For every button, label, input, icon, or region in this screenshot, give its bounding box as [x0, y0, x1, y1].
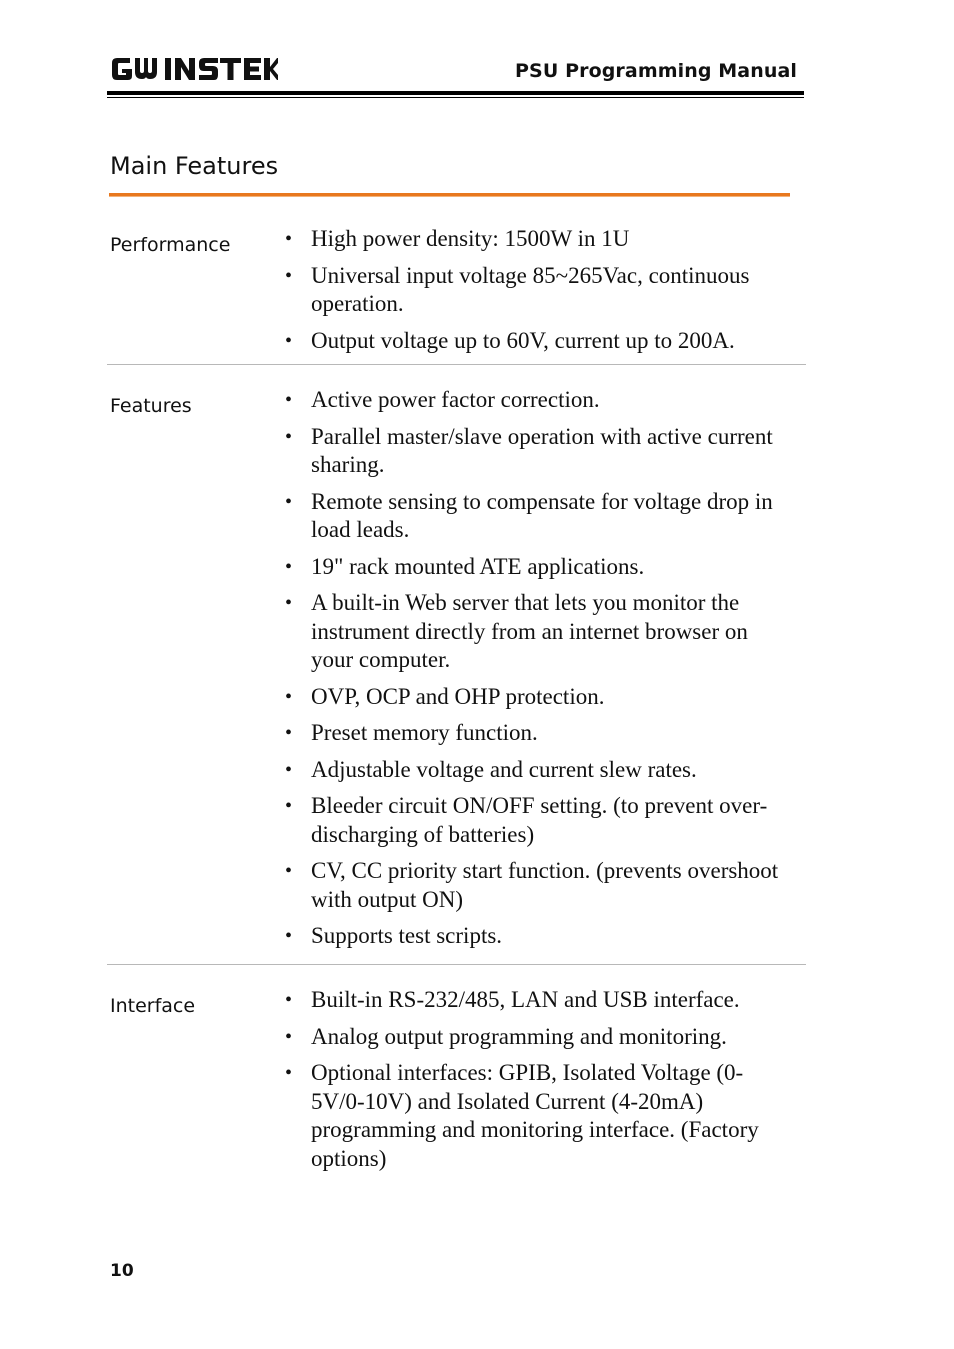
bullet-icon: •: [285, 228, 293, 250]
bullet-icon: •: [285, 425, 293, 448]
bullet-icon: •: [285, 490, 293, 513]
bullet-icon: •: [285, 795, 293, 817]
bullet-list: [285, 386, 795, 959]
bullet-icon: •: [285, 592, 293, 614]
list-item: • Universal input voltage 85~265Vac, continuous operation.: [285, 262, 750, 316]
bullet-icon: •: [285, 555, 293, 578]
bullet-icon: •: [285, 925, 293, 947]
group-divider: [107, 964, 806, 965]
group-divider: [107, 364, 806, 365]
list-item: • OVP, OCP and OHP protection.: [285, 683, 795, 712]
list-item: • Optional interfaces: GPIB, Isolated Voltage (0-5V/0-10V) and Isolated Current (4-20mA) programming and monitoring interface. (Factory options): [285, 1060, 759, 1171]
header-rule: [107, 91, 804, 95]
bullet-icon: •: [285, 264, 293, 287]
header-rule-thin: [107, 97, 804, 98]
list-item: • Active power factor correction.: [285, 386, 795, 415]
list-item: • A built-in Web server that lets you monitor the instrument directly from an internet browser on your computer.: [285, 590, 748, 672]
group-label: Performance: [110, 234, 231, 256]
bullet-list: [285, 986, 795, 1181]
page-number: 10: [110, 1261, 134, 1281]
list-item: • Parallel master/slave operation with active current sharing.: [285, 423, 773, 477]
gw-instek-logo: [110, 54, 278, 84]
section-accent-rule: [109, 193, 790, 196]
bullet-icon: •: [285, 722, 293, 744]
list-item: • Remote sensing to compensate for voltage drop in load leads.: [285, 488, 773, 542]
bullet-icon: •: [285, 1025, 293, 1048]
list-item: • Bleeder circuit ON/OFF setting. (to prevent over-discharging of batteries): [285, 793, 768, 847]
list-item: • CV, CC priority start function. (prevents overshoot with output ON): [285, 858, 779, 912]
list-item: • Built-in RS-232/485, LAN and USB interface.: [285, 986, 795, 1015]
list-item: • Analog output programming and monitoring.: [285, 1023, 795, 1052]
list-item: • 19" rack mounted ATE applications.: [285, 553, 795, 582]
bullet-icon: •: [285, 389, 293, 411]
manual-title: PSU Programming Manual: [515, 60, 797, 82]
group-label: Interface: [110, 995, 196, 1017]
bullet-icon: •: [285, 329, 293, 352]
list-item: • High power density: 1500W in 1U: [285, 225, 795, 254]
list-item: • Preset memory function.: [285, 719, 795, 748]
list-item: • Output voltage up to 60V, current up to 200A.: [285, 327, 795, 356]
bullet-icon: •: [285, 758, 293, 781]
bullet-icon: •: [285, 989, 293, 1011]
bullet-icon: •: [285, 685, 293, 708]
bullet-icon: •: [285, 1062, 293, 1084]
bullet-list: [285, 225, 795, 363]
list-item: • Adjustable voltage and current slew rates.: [285, 756, 795, 785]
bullet-icon: •: [285, 860, 293, 882]
group-label: Features: [110, 395, 192, 417]
list-item: • Supports test scripts.: [285, 922, 795, 951]
section-title: Main Features: [110, 152, 279, 180]
